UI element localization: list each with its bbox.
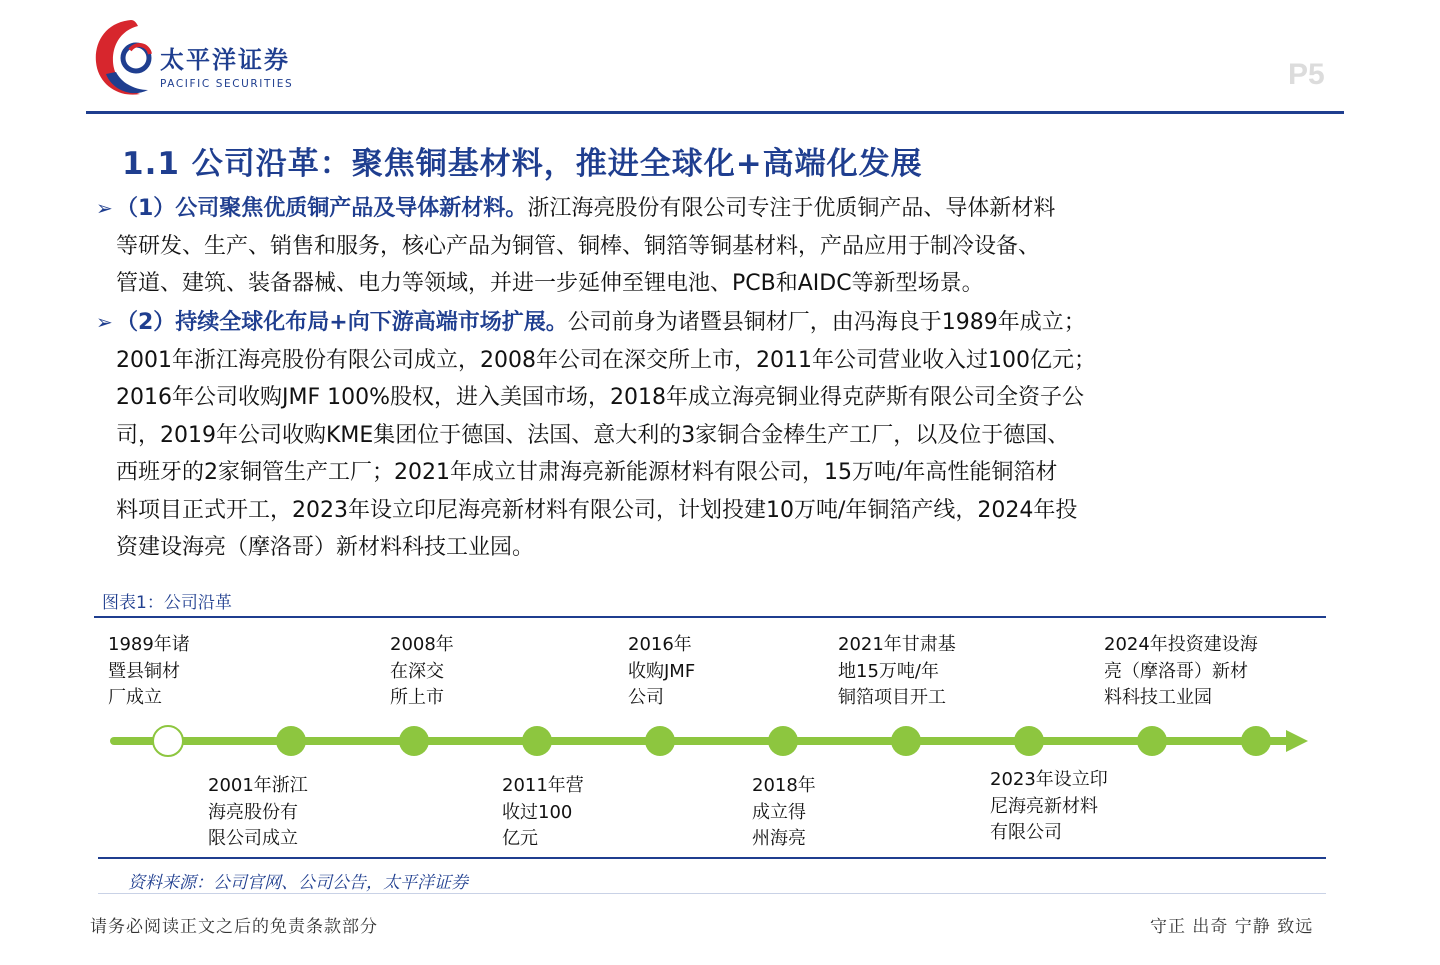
paragraph-line: 西班牙的2家铜管生产工厂；2021年成立甘肃海亮新能源材料有限公司，15万吨/年高性能铜箔材 bbox=[116, 460, 1058, 485]
event-line: 公司 bbox=[628, 687, 664, 708]
event-line: 收过100 bbox=[502, 801, 573, 823]
timeline-node bbox=[1241, 726, 1271, 756]
timeline-node bbox=[1137, 726, 1167, 756]
event-line: 暨县铜材 bbox=[108, 660, 180, 682]
brand-name-cn: 太平洋证券 bbox=[160, 46, 290, 74]
timeline-event-2024 bbox=[1104, 632, 1258, 712]
event-line: 厂成立 bbox=[108, 687, 162, 708]
event-line: 收购JMF bbox=[628, 660, 696, 682]
page-title: 1.1 公司沿革：聚焦铜基材料，推进全球化+高端化发展 bbox=[122, 146, 923, 182]
event-line: 成立得 bbox=[752, 801, 806, 823]
paragraph-line bbox=[96, 190, 1320, 228]
paragraph-lead: （2）持续全球化布局+向下游高端市场扩展。 bbox=[116, 310, 568, 335]
event-line: 2018年 bbox=[752, 775, 816, 796]
event-line: 2024年投资建设海 bbox=[1104, 634, 1258, 655]
event-line: 海亮股份有 bbox=[208, 801, 298, 823]
event-line: 2001年浙江 bbox=[208, 775, 308, 796]
timeline-arrowhead-icon bbox=[1286, 730, 1308, 752]
timeline-node bbox=[1014, 726, 1044, 756]
figure-top-rule bbox=[94, 616, 1326, 618]
timeline-event-2023 bbox=[990, 767, 1108, 847]
paragraph-lead: （1）公司聚焦优质铜产品及导体新材料。 bbox=[116, 196, 528, 221]
event-line: 地15万吨/年 bbox=[838, 660, 939, 682]
figure-source: 资料来源：公司官网、公司公告，太平洋证券 bbox=[128, 873, 468, 893]
timeline-node bbox=[276, 726, 306, 756]
event-line: 2008年 bbox=[390, 634, 454, 655]
event-line: 州海亮 bbox=[752, 828, 806, 849]
timeline-arrow bbox=[110, 718, 1310, 764]
brand bbox=[160, 40, 293, 90]
footer-disclaimer: 请务必阅读正文之后的免责条款部分 bbox=[90, 917, 378, 937]
page-number: P5 bbox=[1288, 58, 1325, 91]
paragraph-line: 2001年浙江海亮股份有限公司成立，2008年公司在深交所上市，2011年公司营业收入过100亿元； bbox=[116, 347, 1096, 373]
event-line: 有限公司 bbox=[990, 822, 1062, 843]
event-line: 尼海亮新材料 bbox=[990, 795, 1098, 817]
timeline-event-1989 bbox=[108, 632, 190, 712]
timeline-event-2008 bbox=[390, 632, 454, 712]
event-line: 2016年 bbox=[628, 634, 692, 655]
event-line: 1989年诸 bbox=[108, 634, 190, 655]
paragraph-line: 司，2019年公司收购KME集团位于德国、法国、意大利的3家铜合金棒生产工厂，以及位于德国、 bbox=[116, 422, 1070, 448]
paragraph-line bbox=[96, 304, 1320, 342]
event-line: 2023年设立印 bbox=[990, 769, 1108, 790]
header-divider bbox=[86, 111, 1344, 114]
timeline-event-2001 bbox=[208, 773, 308, 853]
timeline-node-hollow bbox=[153, 726, 183, 756]
paragraph-line: 料项目正式开工，2023年设立印尼海亮新材料有限公司，计划投建10万吨/年铜箔产线，2024年投 bbox=[116, 497, 1078, 523]
timeline-node bbox=[645, 726, 675, 756]
timeline-event-2011 bbox=[502, 773, 584, 853]
event-line: 限公司成立 bbox=[208, 828, 298, 849]
event-line: 所上市 bbox=[390, 687, 444, 708]
paragraph-text: 公司前身为诸暨县铜材厂，由冯海良于1989年成立； bbox=[567, 310, 1086, 335]
timeline-event-2016 bbox=[628, 632, 695, 712]
event-line: 亿元 bbox=[502, 828, 538, 849]
paragraph-line: 资建设海亮（摩洛哥）新材料科技工业园。 bbox=[116, 535, 535, 560]
paragraph-line: 等研发、生产、销售和服务，核心产品为铜管、铜棒、铜箔等铜基材料，产品应用于制冷设备、 bbox=[116, 233, 1041, 259]
paragraph-line: 管道、建筑、装备器械、电力等领域，并进一步延伸至锂电池、PCB和AIDC等新型场景。 bbox=[116, 271, 984, 296]
timeline-node bbox=[522, 726, 552, 756]
figure-bottom-rule bbox=[98, 857, 1326, 859]
timeline-event-2021 bbox=[838, 632, 956, 712]
source-divider bbox=[98, 893, 1326, 894]
paragraph-1 bbox=[96, 190, 1320, 303]
paragraph-line: 2016年公司收购JMF 100%股权，进入美国市场，2018年成立海亮铜业得克萨斯有限公司全资子公 bbox=[116, 385, 1084, 410]
event-line: 亮（摩洛哥）新材 bbox=[1104, 660, 1248, 682]
figure-caption: 图表1：公司沿革 bbox=[102, 593, 232, 613]
event-line: 铜箔项目开工 bbox=[838, 687, 946, 708]
footer-motto: 守正 出奇 宁静 致远 bbox=[1150, 917, 1314, 937]
timeline-node bbox=[768, 726, 798, 756]
bullet-arrow-icon: ➢ bbox=[96, 196, 113, 220]
event-line: 2021年甘肃基 bbox=[838, 634, 956, 655]
timeline-node bbox=[399, 726, 429, 756]
timeline-node bbox=[891, 726, 921, 756]
event-line: 在深交 bbox=[390, 660, 444, 682]
brand-name-en: PACIFIC SECURITIES bbox=[160, 78, 294, 90]
event-line: 料科技工业园 bbox=[1104, 687, 1212, 708]
timeline-event-2018 bbox=[752, 773, 816, 853]
bullet-arrow-icon: ➢ bbox=[96, 310, 113, 334]
paragraph-text: 浙江海亮股份有限公司专注于优质铜产品、导体新材料 bbox=[527, 196, 1056, 221]
event-line: 2011年营 bbox=[502, 775, 584, 796]
paragraph-2 bbox=[96, 304, 1320, 567]
